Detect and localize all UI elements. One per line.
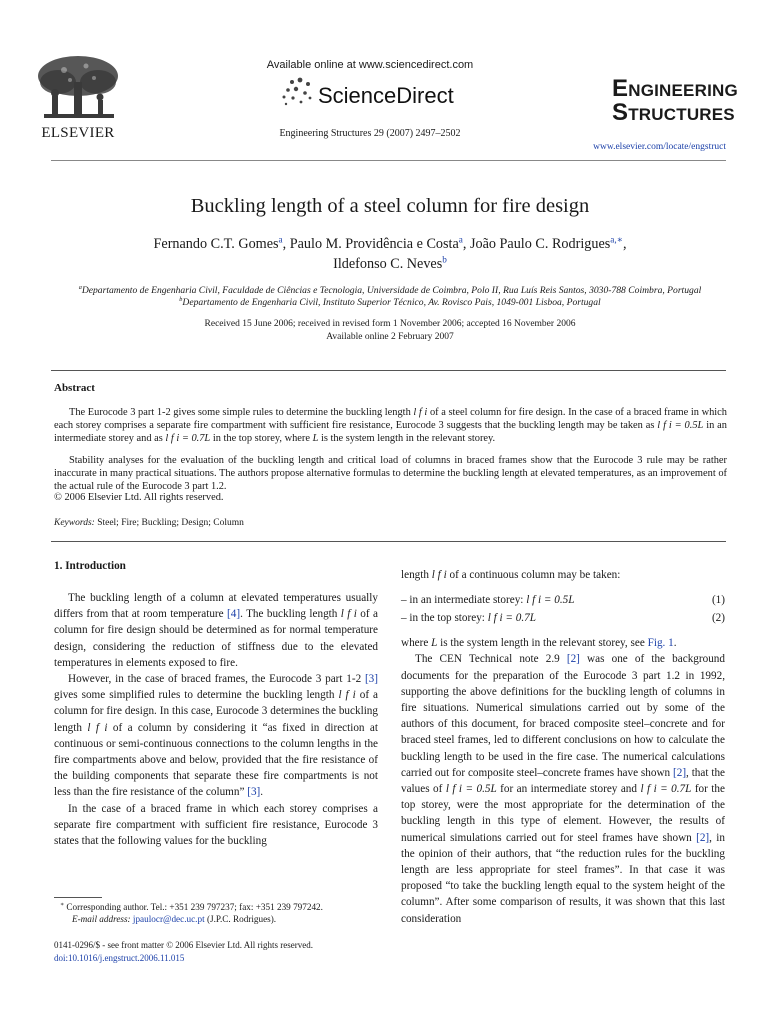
affiliation-b-mark: b — [179, 295, 183, 303]
body-paragraph: In the case of a braced frame in which each storey comprises a separate fire compartment with sufficient fire resistance, Eurocode 3 states that the following values for the buckling — [54, 802, 378, 848]
citation-link[interactable]: [3] — [247, 786, 261, 799]
author-separator: , — [462, 236, 470, 252]
footnote-mark: ∗ — [60, 901, 65, 908]
sciencedirect-dots-icon — [283, 78, 312, 106]
abstract-text: of a steel column for fire design. In the case of a braced frame in which each storey comprises a separate fire compartment with sufficient fire resistance, Eurocode 3 suggests that the buckling length may be taken as — [54, 407, 727, 431]
author-affiliation-mark[interactable]: a — [458, 234, 463, 245]
body-text: for an intermediate storey and — [496, 783, 641, 796]
affiliation-a-mark: a — [78, 283, 82, 291]
engineering-structures-logo — [612, 75, 742, 126]
section-heading-introduction: 1. Introduction — [54, 560, 126, 572]
email-suffix: (J.P.C. Rodrigues). — [204, 914, 277, 924]
math-lfi-07: l f i = 0.7L — [487, 612, 536, 625]
body-paragraph — [401, 635, 725, 651]
math-lfi: l f i — [340, 608, 357, 621]
abstract-top-rule — [51, 370, 726, 371]
body-paragraph — [54, 590, 378, 671]
author-separator: , — [282, 236, 290, 252]
journal-reference: Engineering Structures 29 (2007) 2497–2502 — [279, 128, 461, 139]
author-list-line1 — [40, 236, 740, 253]
math-lfi-05: l f i = 0.5L — [445, 783, 497, 796]
equation-number: (1) — [711, 594, 725, 607]
journal-logo-line1: ENGINEERING — [612, 75, 738, 102]
affiliation-a — [40, 285, 740, 296]
body-text: where — [401, 637, 432, 650]
body-text: . — [260, 786, 264, 799]
body-text: The CEN Technical note 2.9 — [415, 653, 567, 666]
body-text: . The buckling length — [240, 608, 341, 621]
abstract-heading: Abstract — [54, 382, 95, 394]
author-name: Paulo M. Providência e Costa — [289, 236, 459, 252]
body-text: of a column for fire design. In this case, Eurocode 3 determines the buckling length — [54, 689, 378, 734]
author-name: Fernando C.T. Gomes — [153, 236, 279, 252]
email-label: E-mail address: — [72, 914, 131, 924]
affiliation-b-text: Departamento de Engenharia Civil, Instituto Superior Técnico, Av. Rovisco Pais, 1049-001 Lisboa, Portugal — [182, 297, 601, 308]
sciencedirect-logo — [280, 76, 470, 110]
math-lfi: l f i — [338, 689, 356, 702]
body-column-right — [401, 567, 725, 927]
affiliation-a-text: Departamento de Engenharia Civil, Faculdade de Ciências e Tecnologia, Universidade de Coimbra, Polo II, Rua Luís Reis Santos, 3030-788 Coimbra, Portugal — [81, 285, 702, 296]
math-lfi: l f i — [413, 407, 428, 418]
footnote-rule — [54, 897, 102, 898]
math-lfi-05: l f i = 0.5L — [526, 594, 575, 607]
citation-link[interactable]: [4] — [227, 608, 241, 621]
keywords-list: Steel; Fire; Buckling; Design; Column — [94, 518, 244, 528]
body-column-left — [54, 590, 378, 849]
corresponding-author-footnote — [60, 902, 323, 912]
body-text: is the system length in the relevant storey, see — [437, 637, 648, 650]
author-name: Ildefonso C. Neves — [333, 256, 443, 272]
citation-link[interactable]: [2] — [673, 766, 687, 779]
equation-1 — [401, 591, 725, 609]
math-lfi-07: l f i = 0.7L — [165, 433, 211, 444]
figure-link[interactable]: Fig. 1 — [647, 637, 674, 650]
body-text: . — [673, 637, 677, 650]
available-online-text: Available online at www.sciencedirect.com — [266, 59, 474, 71]
abstract-paragraph-1 — [54, 406, 727, 445]
abstract-text: The Eurocode 3 part 1-2 gives some simple rules to determine the buckling length — [69, 407, 414, 418]
math-lfi-05: l f i = 0.5L — [657, 420, 704, 431]
body-text: of a continuous column may be taken: — [446, 569, 621, 581]
author-name: João Paulo C. Rodrigues — [469, 236, 611, 252]
abstract-bottom-rule — [51, 541, 726, 542]
body-text: for the top storey, were the most appropriate for the determination of the buckling length in this type of element. However, the results of numerical simulations carried out for steel frames have shown — [401, 783, 725, 844]
citation-link[interactable]: [3] — [364, 673, 378, 686]
affiliation-b — [40, 297, 740, 308]
journal-logo-line2: STRUCTURES — [612, 99, 735, 126]
math-lfi: l f i — [431, 569, 447, 581]
body-text: , that the values of — [401, 766, 726, 796]
math-lfi-07: l f i = 0.7L — [640, 783, 692, 796]
abstract-text: is the system length in the relevant storey. — [318, 433, 496, 444]
math-L: L — [312, 433, 319, 444]
citation-link[interactable]: [2] — [566, 653, 580, 666]
body-text: gives some simplified rules to determine the buckling length — [54, 689, 339, 702]
email-link[interactable]: jpaulocr@dec.uc.pt — [132, 914, 205, 924]
body-text: of a column by considering it “as fixed in direction at continuous or semi-continuous connections to the column lengths in the fire compartments above and below, provided that the fire resistance of the building components that separate these fire compartments is not less than the fire resistance of the column” — [54, 721, 378, 799]
doi-link[interactable]: doi:10.1016/j.engstruct.2006.11.015 — [54, 953, 185, 963]
equation-label: – in the top storey: — [401, 612, 488, 625]
received-dates: Received 15 June 2006; received in revised form 1 November 2006; accepted 16 November 2006 — [204, 319, 576, 329]
body-text: length — [401, 569, 432, 581]
body-text: The buckling length of a column at elevated temperatures usually differs from that at room temperature — [54, 592, 378, 621]
author-affiliation-mark[interactable]: a — [278, 234, 283, 245]
body-text: of a column for fire design should be determined as for normal temperature design, considering the reduction of stiffness due to the elevated temperatures in elements exposed to fire. — [54, 608, 378, 669]
body-text: However, in the case of braced frames, the Eurocode 3 part 1-2 — [68, 673, 365, 686]
author-affiliation-mark[interactable]: b — [442, 254, 447, 265]
body-paragraph — [401, 567, 725, 583]
abstract-paragraph-2: Stability analyses for the evaluation of the buckling length and critical load of columns in braced frames show that the Eurocode 3 rule may be rather inaccurate in many practical situations. The authors propose alternative formulas to determine the buckling length at elevated temperatures, as an improvement of the actual rule of the Eurocode 3 part 1.2. — [54, 455, 727, 492]
author-separator: , — [622, 236, 627, 252]
article-title: Buckling length of a steel column for fire design — [190, 195, 590, 217]
equation-label: – in an intermediate storey: — [401, 594, 527, 607]
math-L: L — [431, 637, 438, 650]
elsevier-wordmark: ELSEVIER — [41, 125, 115, 141]
author-list-line2 — [40, 256, 740, 273]
sciencedirect-wordmark: ScienceDirect — [318, 83, 454, 108]
footnote-text: Corresponding author. Tel.: +351 239 797237; fax: +351 239 797242. — [64, 902, 323, 912]
keywords-label: Keywords: — [54, 518, 95, 528]
body-paragraph — [54, 671, 378, 801]
equation-2 — [401, 609, 725, 627]
body-paragraph — [401, 651, 725, 926]
equation-number: (2) — [711, 612, 725, 625]
body-text: , in the opinion of their authors, that “the reduction rules for the buckling length are less appropriate for steel frames”. In that case it was proposed “to take the buckling length equal to the system height of the column”. After some comparison of results, it was shown that this last consideration — [401, 831, 726, 925]
journal-homepage-link[interactable]: www.elsevier.com/locate/engstruct — [593, 142, 726, 152]
body-text: was one of the background documents for the preparation of the Eurocode 3 part 1.2 in 1992, supporting the above definitions for the buckling length of columns in fire situations. Numerical simulations carried out by some of the authors of this document, for braced composite steel–concrete and for braced steel frames, led to different conclusions on how to calculate the buckling length to be used in the fire case. The numerical calculations carried out for composite steel–concrete frames have shown — [401, 653, 725, 779]
abstract-copyright: © 2006 Elsevier Ltd. All rights reserved. — [54, 492, 224, 503]
keywords — [54, 518, 244, 528]
header-divider — [51, 160, 726, 161]
email-footnote — [72, 914, 276, 924]
available-online-date: Available online 2 February 2007 — [326, 332, 454, 342]
math-lfi: l f i — [87, 721, 108, 734]
citation-link[interactable]: [2] — [696, 831, 710, 844]
abstract-text: in the top storey, where — [210, 433, 313, 444]
issn-line: 0141-0296/$ - see front matter © 2006 Elsevier Ltd. All rights reserved. — [54, 940, 314, 950]
author-affiliation-mark[interactable]: a,∗ — [610, 234, 623, 245]
abstract-text: in an intermediate storey and as — [54, 420, 727, 444]
